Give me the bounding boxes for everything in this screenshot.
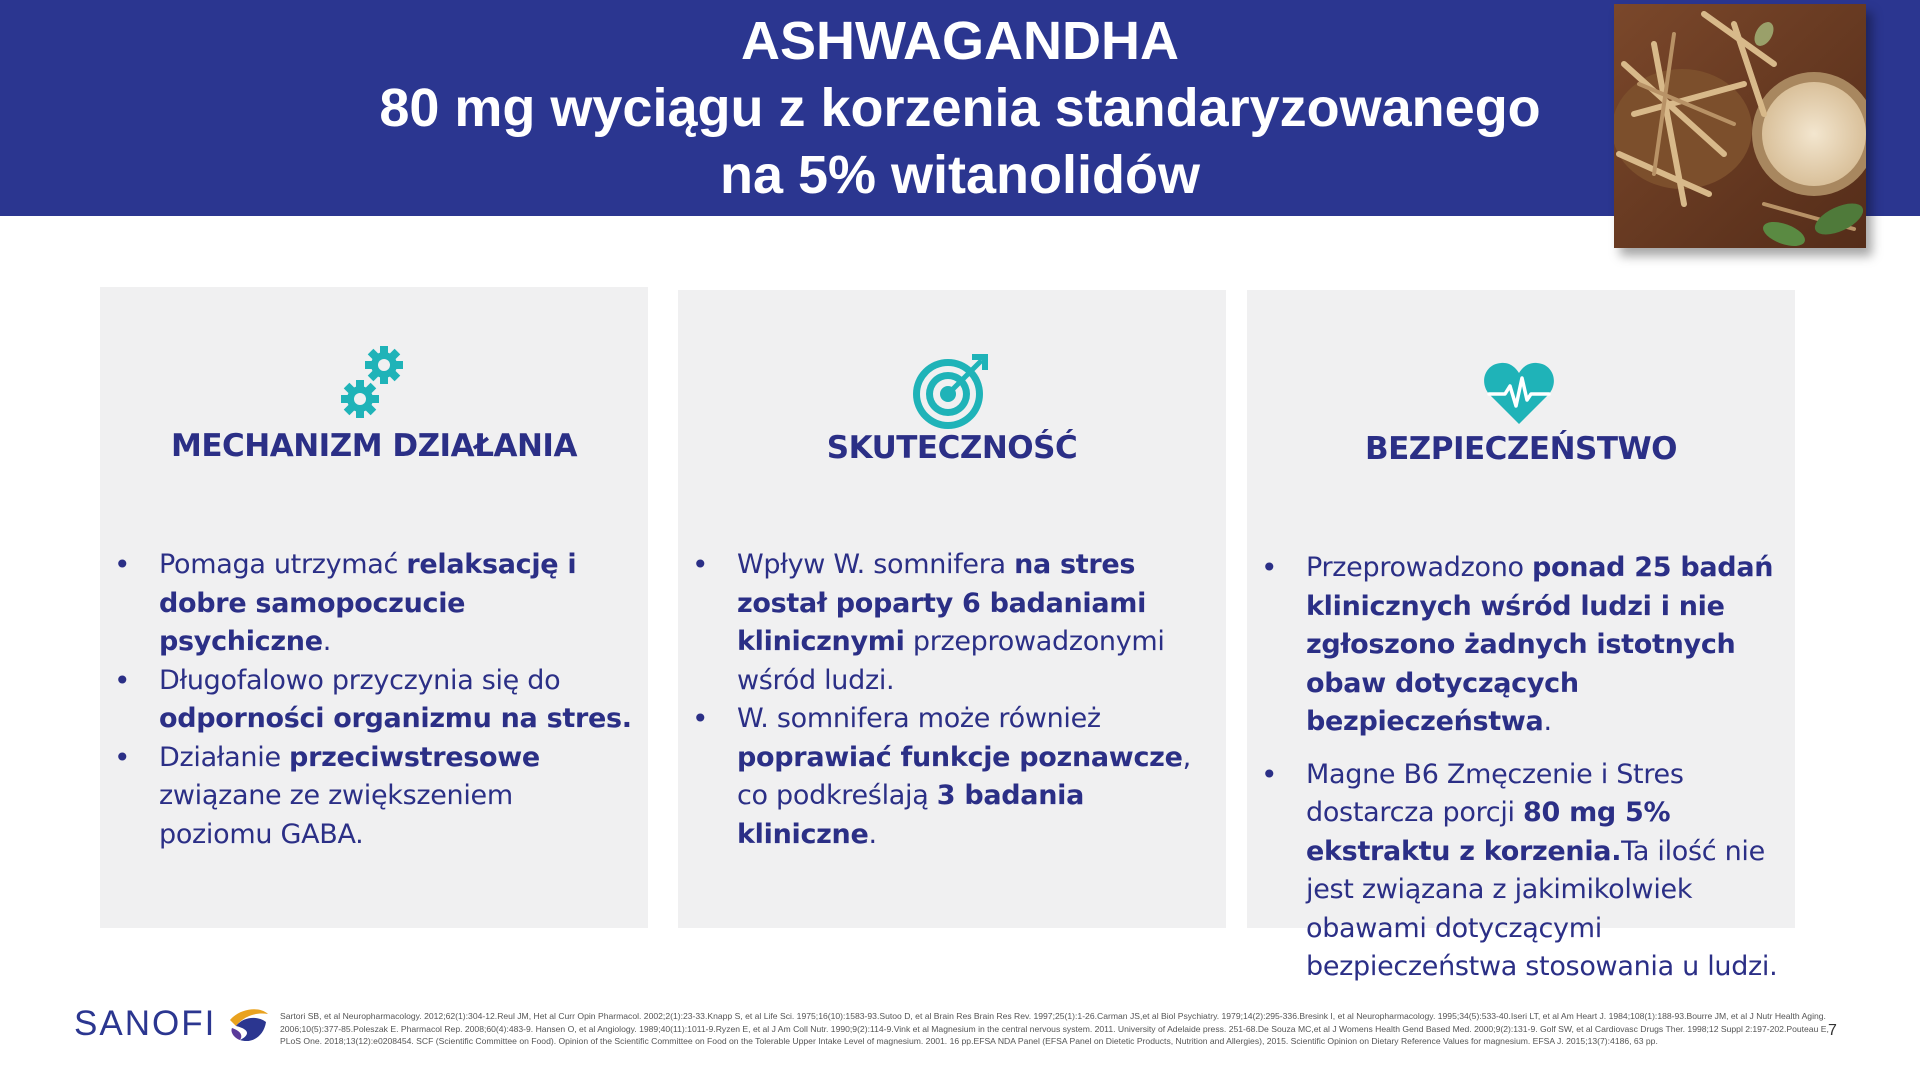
bullet-list — [114, 546, 634, 854]
bullet-item — [114, 546, 634, 662]
bold-text: odporności organizmu na stres. — [159, 703, 632, 734]
bold-text: poprawiać funkcje poznawcze — [737, 741, 1183, 773]
target-icon — [910, 350, 992, 437]
bullet-item — [114, 739, 634, 855]
page-number: 7 — [1828, 1022, 1837, 1039]
text-segment: Ta ilość nie jest związana z jakimikolwiek obawami dotyczącymi bezpieczeństwa stosowania u ludzi. — [1306, 835, 1778, 982]
panel-mechanism — [100, 287, 648, 928]
title-line-2: 80 mg wyciągu z korzenia standaryzowanego — [379, 78, 1541, 138]
ashwagandha-root-photo — [1614, 4, 1866, 248]
bold-text: relaksację i dobre samopoczucie psychiczne — [159, 549, 577, 657]
text-segment: Działanie — [159, 741, 290, 773]
title-line-3: na 5% witanolidów — [719, 145, 1201, 205]
bullet-list — [1261, 549, 1781, 987]
text-segment: Przeprowadzono — [1306, 552, 1533, 583]
text-segment: związane ze zwiększeniem poziomu GABA. — [159, 780, 513, 850]
text-segment: Pomaga utrzymać — [159, 549, 407, 580]
bold-text: 80 mg 5% ekstraktu z korzenia. — [1306, 797, 1671, 867]
text-segment: . — [1543, 706, 1552, 737]
bullet-item — [1261, 756, 1781, 987]
bold-text: na stres został poparty 6 badaniami klinicznymi — [737, 549, 1147, 657]
text-segment: , co podkreślają — [737, 741, 1191, 811]
panel-safety — [1247, 290, 1795, 982]
logo-text: SANOFI — [74, 1004, 217, 1043]
references-text: Sartori SB, et al Neuropharmacology. 2012;62(1):304-12.Reul JM, Het al Curr Opin Pharmacol. 2002;2(1):23-33.Knapp S, et al Life Sci. 1975;16(10):1583-93.Sutoo D, et al Brain Res Brain Res Rev. 1997;25(1):1-26.Carman JS,et al Biol Psychiatry. 1979;14(2):295-336.Bresink I, et al Neuropharmacology. 1995;34(5):533-40.Iseri LT, et al Am Heart J. 1984;108(1):188-93.Bourre JM, et al J Nutr Health Aging. 2006;10(5):377-85.Poleszak E. Pharmacol Rep. 2008;60(4):483-9. Hansen O, et al Angiology. 1989;40(11):1011-9.Ryzen E, et al J Am Coll Nutr. 1990;9(2):114-9.Vink et al Magnesium in the central nervous system. 2011. University of Adelaide press. 251-68.De Souza MC,et al J Womens Health Gend Based Med. 2000;9(2):131-9. Golf SW, et al Cardiovasc Drugs Ther. 1998;12 Suppl 2:197-202.Pouteau E, PLoS One. 2018;13(12):e0208454. SCF (Scientific Committee on Food). Opinion of the Scientific Committee on Food on the Tolerable Upper Intake Level of magnesium. 2001. 16 pp.EFSA NDA Panel (EFSA Panel on Dietetic Products, Nutrition and Allergies), 2015. Scientific Opinion on Dietary Reference Values for magnesium. EFSA J. 2015;13(7):4186, 63 pp. — [280, 1011, 1829, 1046]
panel-heading: MECHANIZM DZIAŁANIA — [171, 428, 577, 464]
gears-icon — [340, 345, 410, 430]
text-segment: . — [868, 818, 877, 850]
bullet-item — [114, 662, 634, 739]
text-segment: Magne B6 Zmęczenie i Stres dostarcza porcji — [1306, 758, 1684, 828]
sanofi-bird-icon — [226, 1002, 270, 1046]
bullet-item — [692, 546, 1212, 700]
text-segment: W. somnifera może również — [737, 703, 1101, 734]
bold-text: 3 badania kliniczne — [737, 780, 1085, 850]
heart-pulse-icon — [1483, 360, 1555, 431]
panel-heading: BEZPIECZEŃSTWO — [1364, 431, 1678, 467]
title-line-1: ASHWAGANDHA — [741, 11, 1179, 71]
bold-text: przeciwstresowe — [289, 741, 540, 773]
slide-title — [250, 8, 1670, 209]
bullet-item — [692, 700, 1212, 854]
panel-heading: SKUTECZNOŚĆ — [826, 430, 1078, 466]
panel-efficacy — [678, 290, 1226, 928]
bullet-list — [692, 546, 1212, 854]
text-segment: Długofalowo przyczynia się do — [159, 664, 561, 696]
text-segment: przeprowadzonymi wśród ludzi. — [737, 626, 1165, 696]
bullet-item — [1261, 549, 1781, 742]
text-segment: . — [322, 626, 332, 657]
bold-text: ponad 25 badań klinicznych wśród ludzi i nie zgłoszono żadnych istotnych obaw dotyczących bezpieczeństwa — [1306, 552, 1774, 737]
sanofi-logo — [74, 1000, 270, 1048]
text-segment: Wpływ W. somnifera — [737, 549, 1015, 580]
